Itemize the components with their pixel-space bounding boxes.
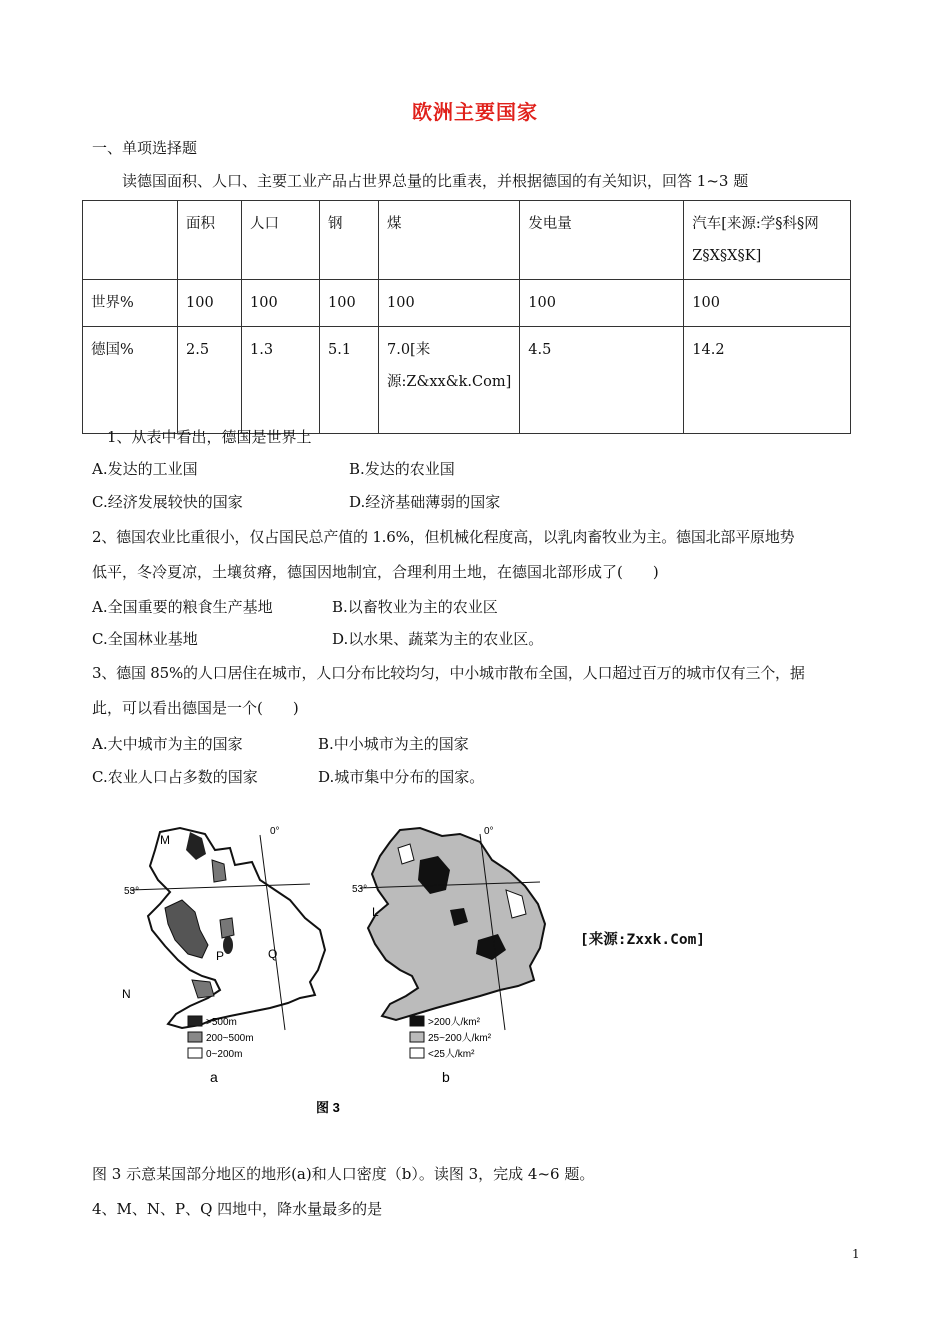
map-a-label-n: N — [122, 987, 131, 1001]
question-3-option-b: B.中小城市为主的国家 — [318, 735, 469, 753]
question-2-option-a: A.全国重要的粮食生产基地 — [92, 598, 273, 616]
source-note: [来源:Zxxk.Com] — [580, 932, 706, 948]
question-3-stem-line1: 3、德国 85%的人口居住在城市，人口分布比较均匀，中小城市散布全国，人口超过百万的城市仅有三个，据 — [92, 664, 805, 682]
question-2-option-b: B.以畜牧业为主的农业区 — [332, 598, 498, 616]
question-4-stem: 4、M、N、P、Q 四地中，降水量最多的是 — [92, 1200, 383, 1218]
figure-3-maps — [120, 820, 720, 1120]
table-cell: 100 — [320, 280, 379, 327]
table-header-cell: 汽车[来源:学§科§网Z§X§X§K] — [684, 201, 851, 280]
table-cell: 100 — [379, 280, 520, 327]
map-b-legend-mid: 25~200人/km² — [428, 1033, 492, 1044]
map-a-legend-mid: 200~500m — [206, 1033, 254, 1044]
map-b-label-l: L — [372, 905, 379, 919]
table-cell: 100 — [684, 280, 851, 327]
question-1-option-a: A.发达的工业国 — [92, 460, 198, 478]
table-cell: 德国% — [83, 327, 178, 434]
map-a-label-m: M — [160, 833, 170, 847]
table-header-cell: 煤 — [379, 201, 520, 280]
question-1-option-d: D.经济基础薄弱的国家 — [349, 493, 501, 511]
map-a-legend-high: >500m — [206, 1017, 237, 1028]
question-3-option-c: C.农业人口占多数的国家 — [92, 768, 258, 786]
table-cell: 100 — [242, 280, 320, 327]
map-a-label-lat: 53° — [124, 886, 140, 897]
figure-description: 图 3 示意某国部分地区的地形(a)和人口密度（b）。读图 3，完成 4~6 题。 — [92, 1165, 595, 1183]
question-1-option-b: B.发达的农业国 — [349, 460, 455, 478]
figure-label: 图 3 — [316, 1100, 340, 1115]
question-2-stem-line2: 低平，冬冷夏凉，土壤贫瘠，德国因地制宜，合理利用土地，在德国北部形成了( ) — [92, 563, 659, 581]
table-cell: 100 — [178, 280, 242, 327]
table-header-cell: 钢 — [320, 201, 379, 280]
table-header-cell — [83, 201, 178, 280]
question-3-option-d: D.城市集中分布的国家。 — [318, 768, 485, 786]
intro-text: 读德国面积、人口、主要工业产品占世界总量的比重表，并根据德国的有关知识，回答 1~3 题 — [122, 172, 749, 190]
table-header-cell: 发电量 — [520, 201, 684, 280]
question-2-stem-line1: 2、德国农业比重很小，仅占国民总产值的 1.6%，但机械化程度高，以乳肉畜牧业为主。德国北部平原地势 — [92, 528, 795, 546]
data-table — [82, 200, 851, 434]
map-b-caption: b — [442, 1069, 450, 1085]
question-2-option-d: D.以水果、蔬菜为主的农业区。 — [332, 630, 544, 648]
map-b-legend-high: >200人/km² — [428, 1017, 480, 1028]
table-cell: 7.0[来源:Z&xx&k.Com] — [379, 327, 520, 434]
map-a-terrain — [122, 826, 325, 1085]
page-title: 欧洲主要国家 — [412, 100, 538, 124]
map-b-population — [352, 826, 545, 1085]
table-row — [83, 327, 851, 434]
question-3-stem-line2: 此，可以看出德国是一个( ) — [92, 699, 299, 717]
map-a-label-lon: 0° — [270, 826, 280, 837]
map-a-label-q: Q — [268, 947, 278, 961]
page-number: 1 — [852, 1247, 860, 1261]
table-cell: 1.3 — [242, 327, 320, 434]
map-b-label-lat: 53° — [352, 884, 368, 895]
section-heading: 一、单项选择题 — [92, 139, 198, 157]
table-cell: 2.5 — [178, 327, 242, 434]
table-cell: 4.5 — [520, 327, 684, 434]
map-a-legend-low: 0~200m — [206, 1049, 243, 1060]
table-header-cell: 人口 — [242, 201, 320, 280]
table-cell: 5.1 — [320, 327, 379, 434]
table-cell: 世界% — [83, 280, 178, 327]
table-row — [83, 280, 851, 327]
table-cell: 100 — [520, 280, 684, 327]
table-header-cell: 面积 — [178, 201, 242, 280]
map-a-label-p: P — [216, 949, 225, 963]
table-header-row — [83, 201, 851, 280]
map-b-label-lon: 0° — [484, 826, 494, 837]
question-1-stem: 1、从表中看出，德国是世界上 — [107, 428, 312, 446]
map-a-caption: a — [210, 1069, 218, 1085]
map-b-legend-low: <25人/km² — [428, 1049, 475, 1060]
table-cell: 14.2 — [684, 327, 851, 434]
question-3-option-a: A.大中城市为主的国家 — [92, 735, 243, 753]
question-2-option-c: C.全国林业基地 — [92, 630, 198, 648]
question-1-option-c: C.经济发展较快的国家 — [92, 493, 243, 511]
